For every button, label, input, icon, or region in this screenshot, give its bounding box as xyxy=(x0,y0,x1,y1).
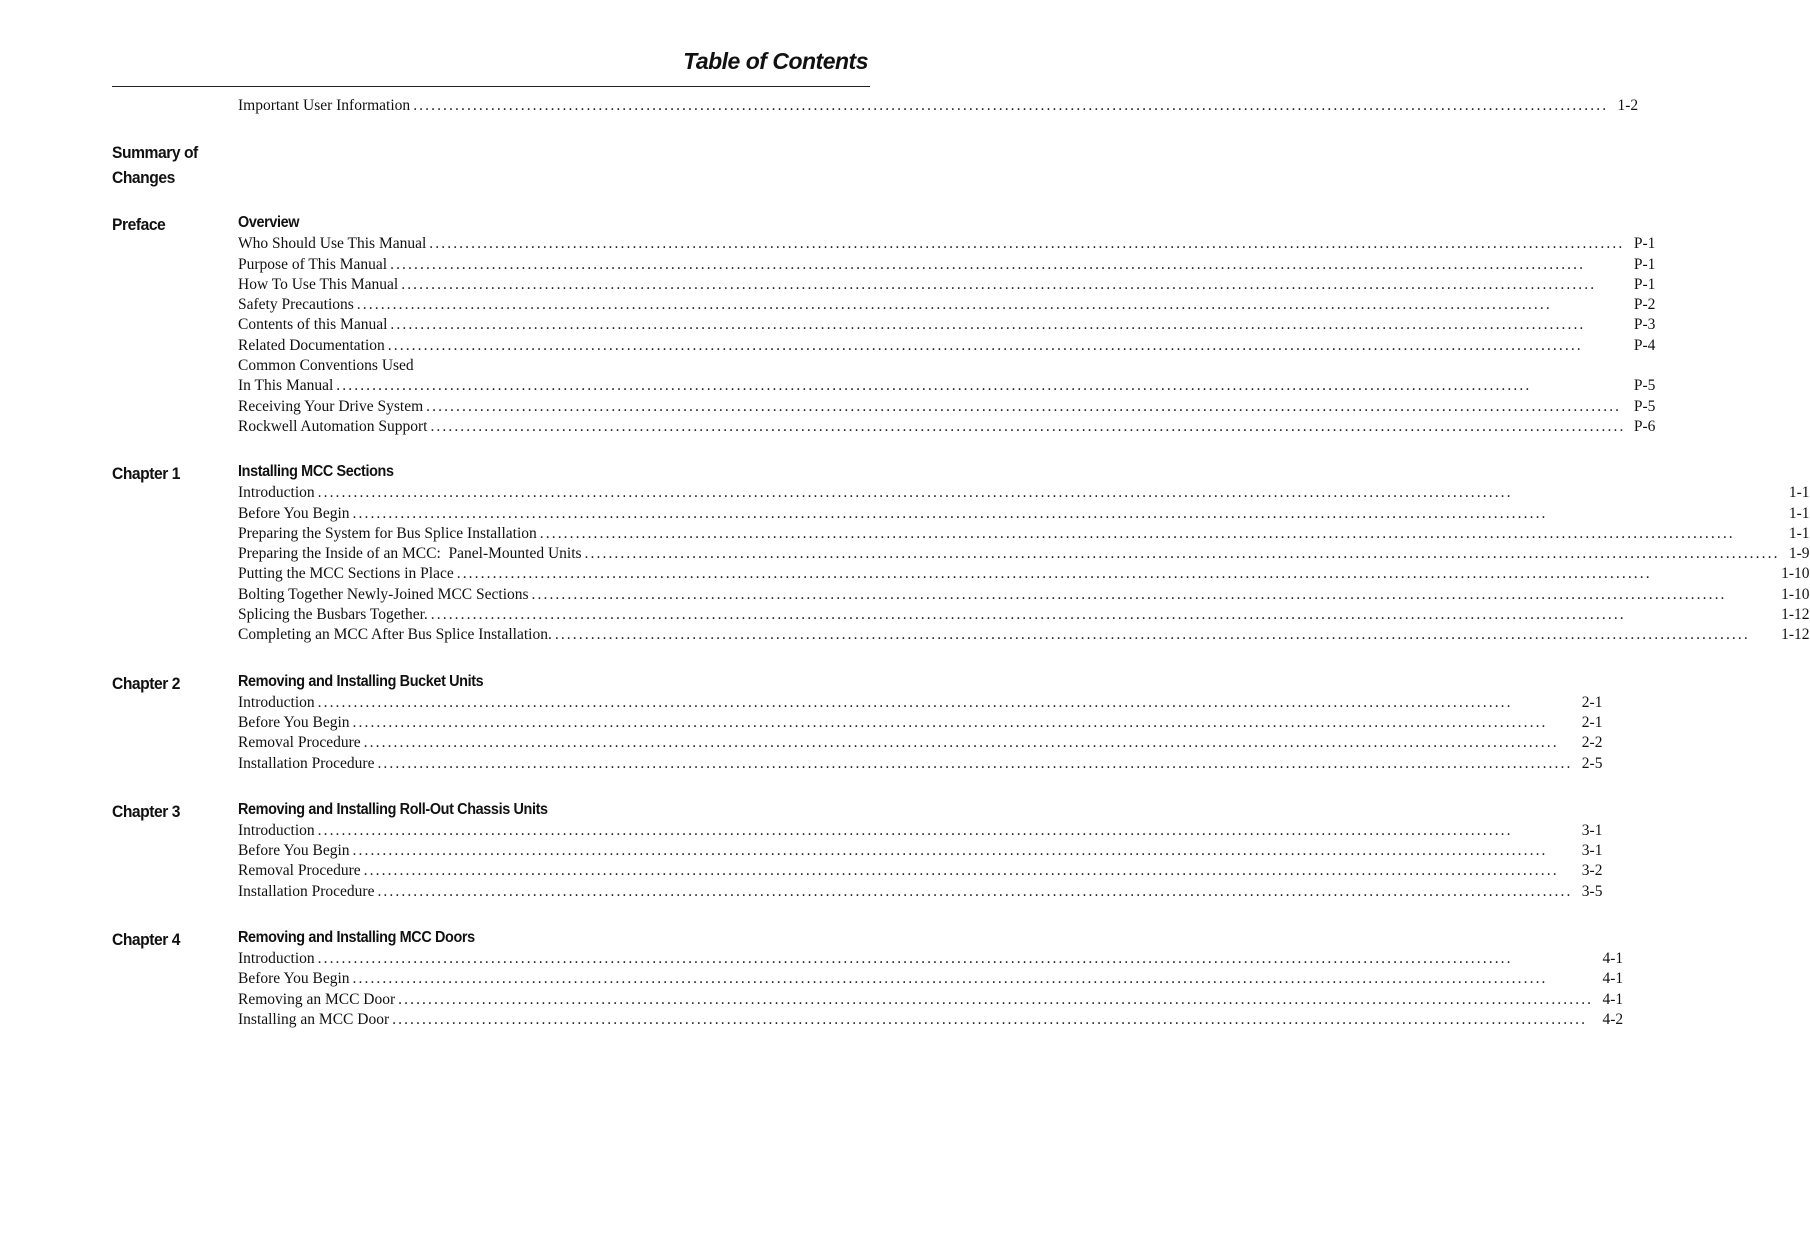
toc-entry-page: 2-2 xyxy=(1581,734,1603,752)
toc-entries-chapter-4 xyxy=(238,927,1623,1030)
dot-leader: ........................................................................................................................................................................................................ xyxy=(429,235,1625,253)
toc-entry-page: 1-2 xyxy=(1617,97,1639,114)
toc-entry-page: 4-1 xyxy=(1602,990,1624,1008)
dot-leader: ........................................................................................................................................................................................................ xyxy=(390,255,1586,273)
toc-entry[interactable] xyxy=(238,841,1602,861)
toc-entry-page: 1-1 xyxy=(1788,484,1810,502)
toc-entry[interactable] xyxy=(238,821,1602,841)
dot-leader: ........................................................................................................................................................................................................ xyxy=(531,585,1727,603)
toc-entry[interactable] xyxy=(238,376,1655,396)
toc-entry[interactable] xyxy=(238,356,1655,376)
toc-entry-label: Putting the MCC Sections in Place xyxy=(238,565,454,583)
dot-leader: ........................................................................................................................................................................................................ xyxy=(387,336,1583,354)
dot-leader: ........................................................................................................................................................................................................ xyxy=(377,882,1573,900)
toc-entry-label: Who Should Use This Manual xyxy=(238,235,427,253)
dot-leader: ........................................................................................................................................................................................................ xyxy=(317,950,1513,968)
toc-entry-page: 1-10 xyxy=(1781,565,1810,583)
toc-section-chapter-2 xyxy=(112,671,1603,774)
toc-entry-label: Installation Procedure xyxy=(238,882,375,900)
toc-entry[interactable] xyxy=(238,625,1810,645)
toc-entry[interactable] xyxy=(238,524,1810,544)
toc-entry[interactable] xyxy=(238,417,1655,437)
toc-entry-page: 1-1 xyxy=(1788,504,1810,522)
toc-entry-label: Purpose of This Manual xyxy=(238,255,388,273)
toc-entry-label: Introduction xyxy=(238,693,315,711)
toc-entry-label: Common Conventions Used xyxy=(238,357,414,375)
toc-entry[interactable] xyxy=(238,882,1602,902)
dot-leader: ........................................................................................................................................................................................................ xyxy=(398,990,1594,1008)
toc-entries-chapter-3 xyxy=(238,799,1602,902)
toc-entry[interactable] xyxy=(238,969,1623,989)
toc-entry-label: Preparing the System for Bus Splice Installation xyxy=(238,524,537,542)
toc-entry[interactable] xyxy=(238,544,1810,564)
toc-entry-page: 3-5 xyxy=(1581,882,1603,900)
toc-entry-page: P-2 xyxy=(1633,296,1656,314)
section-label-chapter-3[interactable]: Chapter 3 xyxy=(112,801,181,821)
toc-entry[interactable] xyxy=(238,483,1810,503)
dot-leader: ........................................................................................................................................................................................................ xyxy=(336,377,1532,395)
toc-entries-preface xyxy=(238,212,1655,437)
toc-entry[interactable] xyxy=(238,605,1810,625)
toc-entry[interactable] xyxy=(238,713,1602,733)
toc-entry-page: P-1 xyxy=(1633,255,1656,273)
toc-entry-page: 2-1 xyxy=(1581,693,1603,711)
toc-entry[interactable] xyxy=(238,275,1655,295)
dot-leader: ........................................................................................................................................................................................................ xyxy=(352,713,1548,731)
toc-entry-label: Splicing the Busbars Together. xyxy=(238,606,428,624)
toc-entry[interactable] xyxy=(238,564,1810,584)
section-label-summary[interactable]: Summary of Changes xyxy=(112,143,198,188)
toc-entry[interactable] xyxy=(238,733,1602,753)
toc-entry-label: In This Manual xyxy=(238,377,334,395)
toc-entry-label: Before You Begin xyxy=(238,504,350,522)
toc-entry-label: Preparing the Inside of an MCC: Panel-Mounted Units xyxy=(238,545,582,563)
toc-section-chapter-3 xyxy=(112,799,1603,902)
toc-entry[interactable] xyxy=(238,336,1655,356)
toc-entry-page: 3-2 xyxy=(1581,862,1603,880)
toc-entry-page: 4-1 xyxy=(1602,970,1624,988)
toc-entries-chapter-1 xyxy=(238,461,1810,645)
toc-entry-label: Completing an MCC After Bus Splice Installation. xyxy=(238,626,552,644)
toc-entry[interactable] xyxy=(238,693,1602,713)
toc-entry[interactable] xyxy=(238,949,1623,969)
dot-leader: ........................................................................................................................................................................................................ xyxy=(317,484,1513,502)
toc-entry[interactable] xyxy=(238,397,1655,417)
toc-entry-label: Removal Procedure xyxy=(238,734,361,752)
toc-entry-page: P-5 xyxy=(1633,397,1656,415)
toc-entry-page: P-1 xyxy=(1633,275,1656,293)
dot-leader: ........................................................................................................................................................................................................ xyxy=(356,296,1552,314)
toc-entry-page: P-1 xyxy=(1633,235,1656,253)
dot-leader: ........................................................................................................................................................................................................ xyxy=(363,734,1559,752)
dot-leader: ........................................................................................................................................................................................................ xyxy=(352,504,1548,522)
toc-entry-label: Safety Precautions xyxy=(238,296,354,314)
toc-entry-label: Before You Begin xyxy=(238,970,350,988)
dot-leader: ........................................................................................................................................................................................................ xyxy=(430,417,1626,435)
toc-entry[interactable] xyxy=(238,96,1638,116)
section-label-preface[interactable]: Preface xyxy=(112,215,166,235)
toc-entry-page: 1-12 xyxy=(1781,606,1810,624)
toc-entry[interactable] xyxy=(238,315,1655,335)
toc-entry-page: P-3 xyxy=(1633,316,1656,334)
toc-entry[interactable] xyxy=(238,234,1655,254)
toc-entry-page: 1-12 xyxy=(1781,626,1810,644)
toc-entry-label: Contents of this Manual xyxy=(238,316,388,334)
toc-entry-page: 1-9 xyxy=(1788,545,1810,563)
toc-entry-page: P-6 xyxy=(1633,417,1656,435)
toc-entry-label: Receiving Your Drive System xyxy=(238,397,424,415)
dot-leader: ........................................................................................................................................................................................................ xyxy=(401,275,1597,293)
toc-entry[interactable] xyxy=(238,754,1602,774)
toc-entries-chapter-2 xyxy=(238,671,1602,774)
toc-entry-label: Introduction xyxy=(238,950,315,968)
toc-entry-page: 4-2 xyxy=(1602,1010,1624,1028)
dot-leader: ........................................................................................................................................................................................................ xyxy=(584,545,1780,563)
toc-entries-front xyxy=(238,96,1638,116)
toc-entry-label: Introduction xyxy=(238,821,315,839)
toc-entry-label: Before You Begin xyxy=(238,842,350,860)
toc-content xyxy=(112,96,1810,1030)
toc-entry-label: Removing an MCC Door xyxy=(238,990,396,1008)
toc-entry-label: Bolting Together Newly-Joined MCC Sections xyxy=(238,585,529,603)
section-heading[interactable]: Overview xyxy=(238,214,300,232)
toc-entry[interactable] xyxy=(238,295,1655,315)
title-divider xyxy=(112,86,870,87)
toc-entry-label: Rockwell Automation Support xyxy=(238,417,428,435)
toc-section-chapter-4 xyxy=(112,927,1624,1030)
dot-leader: ........................................................................................................................................................................................................ xyxy=(352,970,1548,988)
section-heading[interactable]: Removing and Installing Roll-Out Chassis Units xyxy=(238,800,548,818)
dot-leader: ........................................................................................................................................................................................................ xyxy=(539,524,1735,542)
toc-entry-page: 2-5 xyxy=(1581,754,1603,772)
toc-entry-label: Before You Begin xyxy=(238,713,350,731)
dot-leader: ........................................................................................................................................................................................................ xyxy=(413,97,1609,114)
toc-section-front xyxy=(112,96,1639,116)
toc-entry-page: 3-1 xyxy=(1581,842,1603,860)
section-heading[interactable]: Removing and Installing MCC Doors xyxy=(238,929,475,947)
toc-entry-label: Removal Procedure xyxy=(238,862,361,880)
toc-entry-label: Installation Procedure xyxy=(238,754,375,772)
toc-entry[interactable] xyxy=(238,990,1623,1010)
toc-section-chapter-1 xyxy=(112,461,1810,645)
section-heading[interactable]: Installing MCC Sections xyxy=(238,463,394,481)
dot-leader: ........................................................................................................................................................................................................ xyxy=(317,693,1513,711)
toc-entry[interactable] xyxy=(238,255,1655,275)
dot-leader: ........................................................................................................................................................................................................ xyxy=(392,1010,1588,1028)
page-title: Table of Contents xyxy=(683,48,868,74)
dot-leader: ........................................................................................................................................................................................................ xyxy=(430,606,1626,624)
dot-leader: ........................................................................................................................................................................................................ xyxy=(426,397,1622,415)
dot-leader: ........................................................................................................................................................................................................ xyxy=(390,316,1586,334)
toc-entry-page: 2-1 xyxy=(1581,713,1603,731)
toc-entry-label: Installing an MCC Door xyxy=(238,1010,390,1028)
toc-entry-page: P-4 xyxy=(1633,336,1656,354)
dot-leader: ........................................................................................................................................................................................................ xyxy=(317,821,1513,839)
toc-entry-page: 3-1 xyxy=(1581,821,1603,839)
dot-leader: ........................................................................................................................................................................................................ xyxy=(554,626,1750,644)
toc-entry[interactable] xyxy=(238,504,1810,524)
toc-entry-page: P-5 xyxy=(1633,377,1656,395)
toc-entry-page: 1-1 xyxy=(1788,524,1810,542)
section-label-chapter-1[interactable]: Chapter 1 xyxy=(112,464,181,484)
toc-section-summary xyxy=(112,140,870,190)
toc-entry-page: 1-10 xyxy=(1781,585,1810,603)
section-heading[interactable]: Removing and Installing Bucket Units xyxy=(238,672,484,690)
toc-entry[interactable] xyxy=(238,585,1810,605)
dot-leader: ........................................................................................................................................................................................................ xyxy=(363,862,1559,880)
toc-section-preface xyxy=(112,212,1656,437)
toc-entry-label: Related Documentation xyxy=(238,336,385,354)
toc-entry-label: How To Use This Manual xyxy=(238,275,399,293)
toc-entry-label: Introduction xyxy=(238,484,315,502)
toc-entry[interactable] xyxy=(238,861,1602,881)
section-label-chapter-2[interactable]: Chapter 2 xyxy=(112,673,181,693)
toc-entry-label: Important User Information xyxy=(238,97,411,114)
section-label-chapter-4[interactable]: Chapter 4 xyxy=(112,930,181,950)
toc-entry[interactable] xyxy=(238,1010,1623,1030)
dot-leader: ........................................................................................................................................................................................................ xyxy=(456,565,1652,583)
dot-leader: ........................................................................................................................................................................................................ xyxy=(377,754,1573,772)
dot-leader: ........................................................................................................................................................................................................ xyxy=(352,842,1548,860)
toc-entry-page: 4-1 xyxy=(1602,950,1624,968)
